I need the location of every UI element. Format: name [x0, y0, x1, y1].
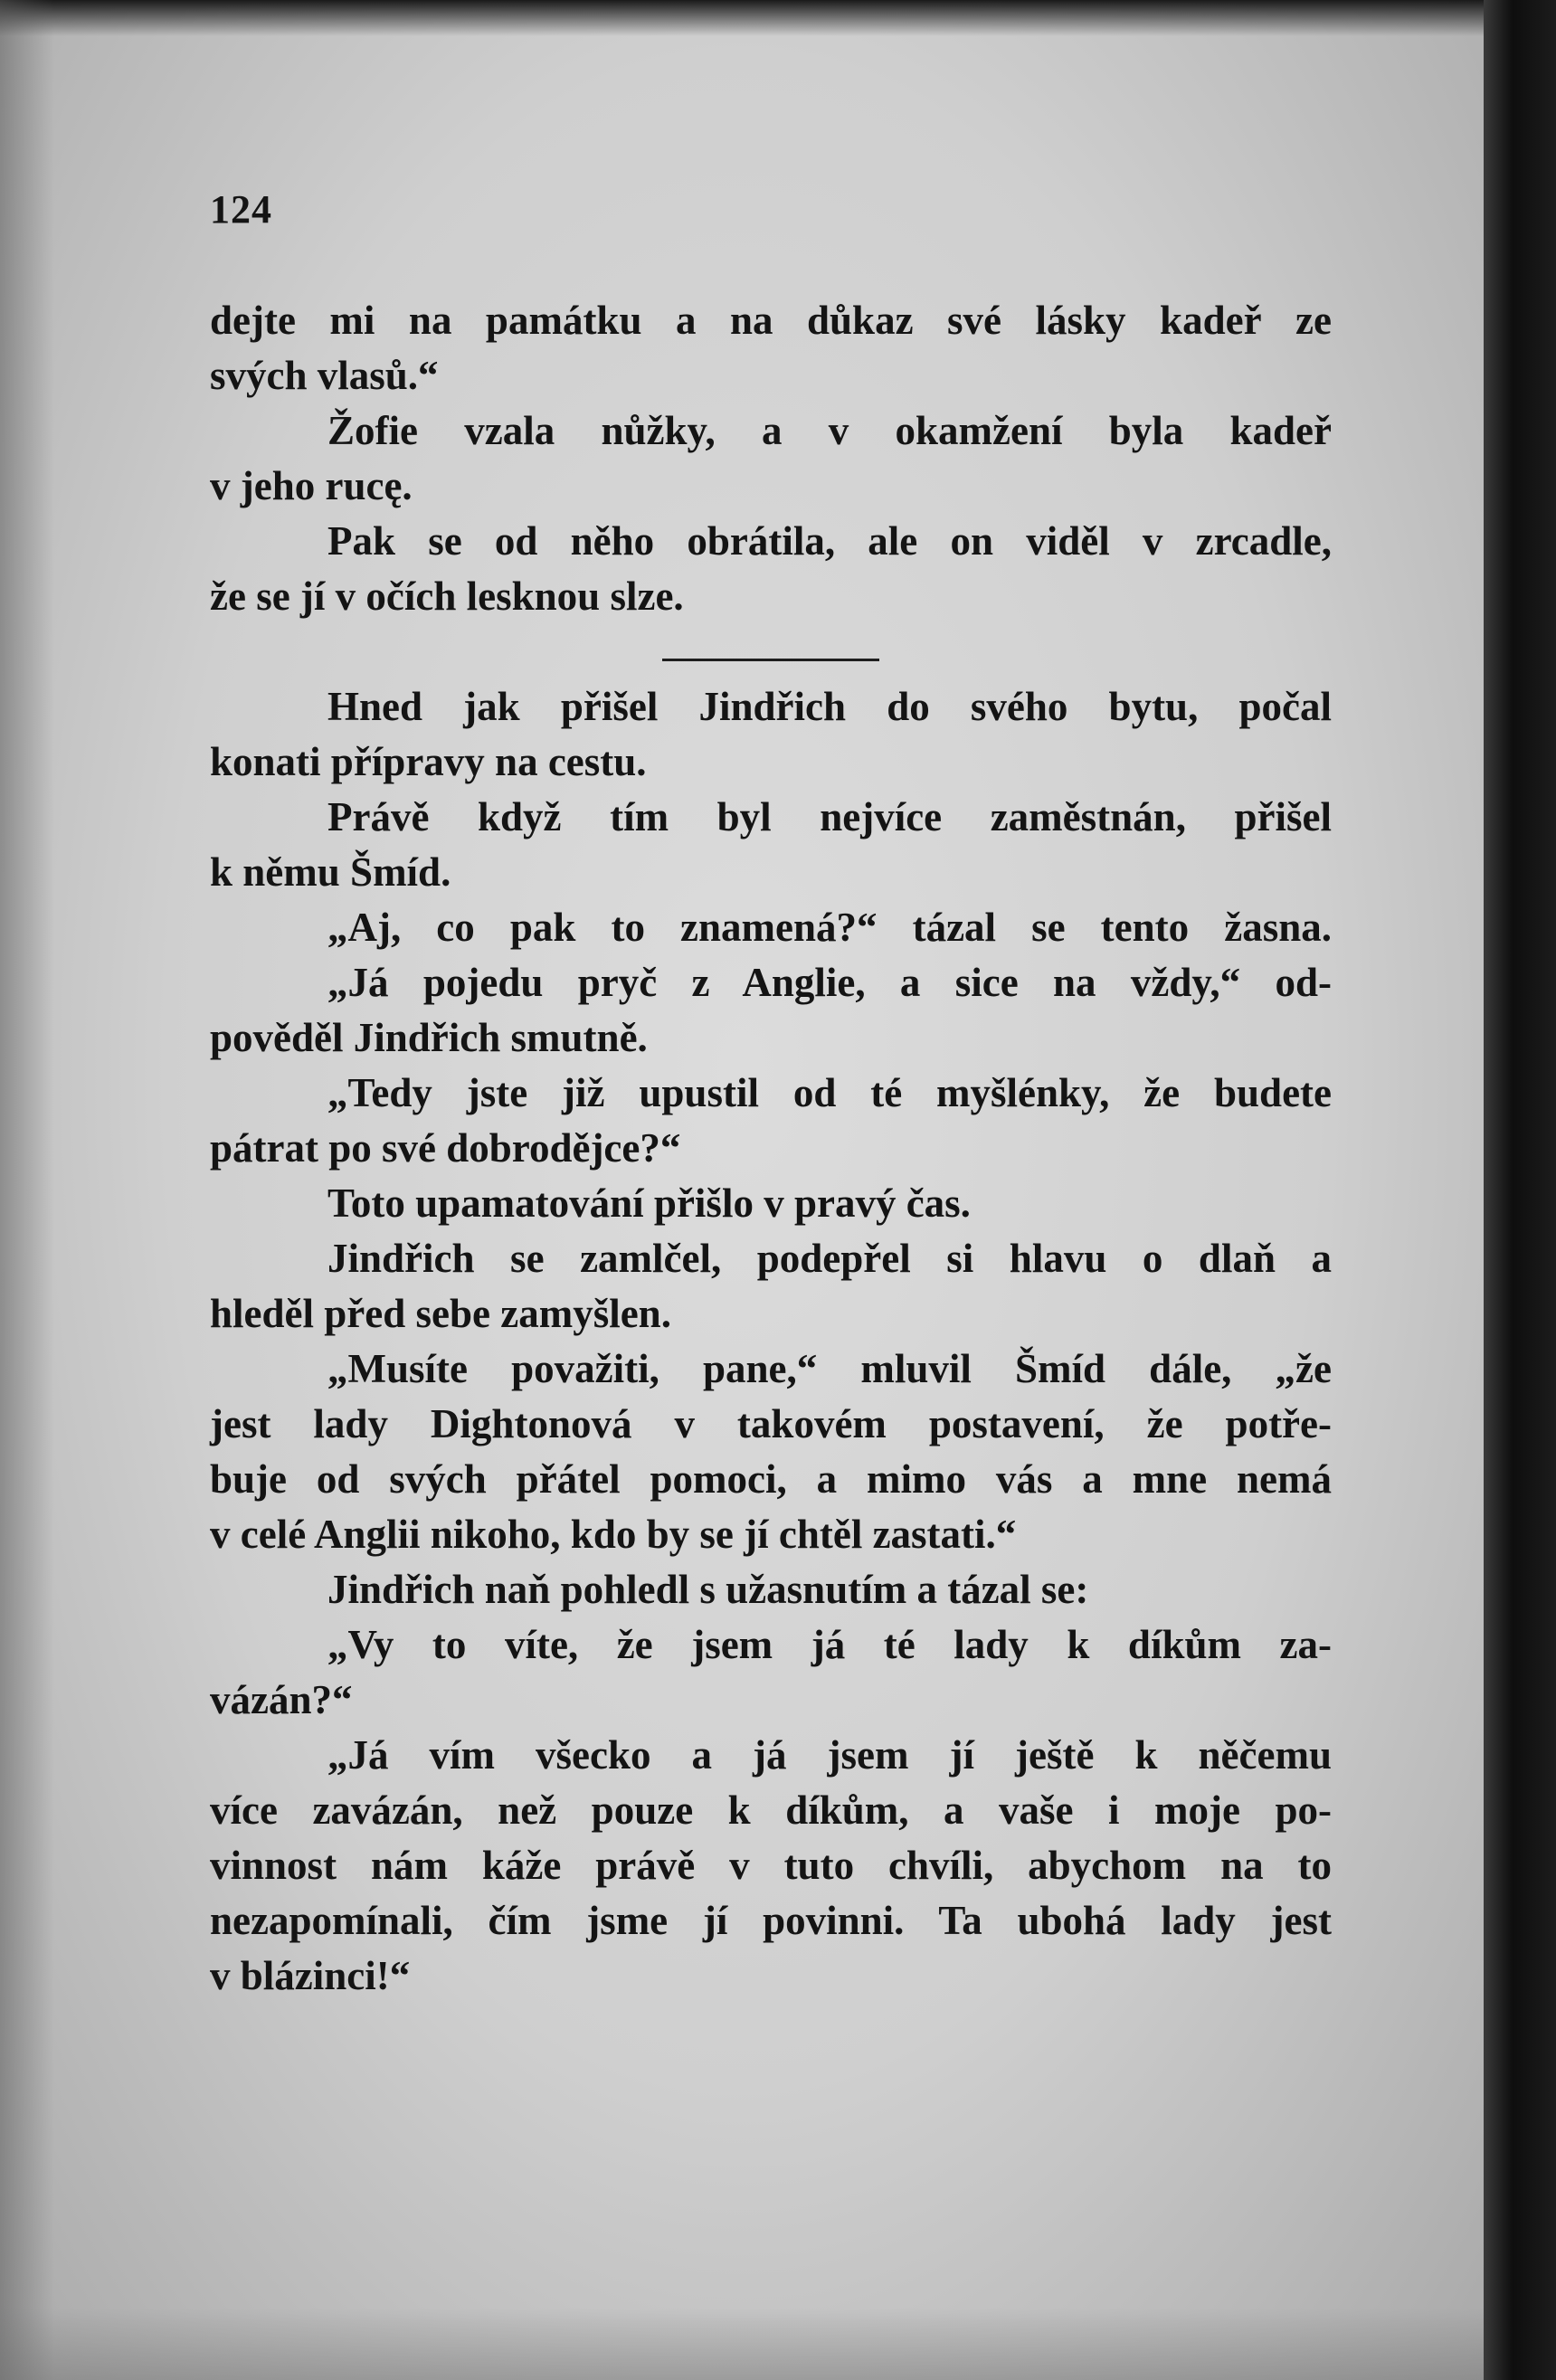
text-line: „Tedy jste již upustil od té myšlénky, že budete — [327, 1070, 1332, 1115]
text-line: Hned jak přišel Jindřich do svého bytu, počal — [327, 684, 1332, 729]
body-text — [210, 293, 1332, 2004]
text-line: vinnost nám káže právě v tuto chvíli, abychom na to — [210, 1843, 1332, 1888]
text-line: buje od svých přátel pomoci, a mimo vás a mne nemá — [210, 1456, 1332, 1502]
text-line: „Vy to víte, že jsem já té lady k díkům za- — [327, 1622, 1332, 1667]
text-line: Žofie vzala nůžky, a v okamžení byla kadeř — [327, 408, 1332, 453]
text-line: že se jí v očích lesknou slze. — [210, 574, 684, 619]
text-line: v celé Anglii nikoho, kdo by se jí chtěl zastati.“ — [210, 1512, 1017, 1557]
text-line: Jindřich naň pohledl s užasnutím a tázal se: — [327, 1567, 1089, 1612]
section-separator-rule — [662, 659, 879, 661]
text-line: v jeho rucę. — [210, 463, 413, 508]
text-line: konati přípravy na cestu. — [210, 739, 647, 784]
text-line: nezapomínali, čím jsme jí povinni. Ta ubohá lady jest — [210, 1898, 1332, 1943]
text-line: více zavázán, než pouze k díkům, a vaše i moje po- — [210, 1787, 1332, 1833]
text-line: dejte mi na památku a na důkaz své lásky kadeř ze — [210, 298, 1332, 343]
text-line: v blázinci!“ — [210, 1953, 411, 1998]
page-number: 124 — [210, 187, 272, 232]
text-line: Toto upamatování přišlo v pravý čas. — [327, 1181, 971, 1226]
text-line: pověděl Jindřich smutně. — [210, 1015, 648, 1060]
text-line: Pak se od něho obrátila, ale on viděl v zrcadle, — [327, 518, 1332, 564]
book-spine-edge — [1484, 0, 1556, 2380]
page-top-shadow — [0, 0, 1484, 36]
page-left-shade — [0, 0, 54, 2380]
text-line: „Aj, co pak to znamená?“ tázal se tento žasna. — [327, 905, 1332, 950]
text-line: „Já pojedu pryč z Anglie, a sice na vždy,“ od- — [327, 960, 1332, 1005]
text-line: pátrat po své dobrodějce?“ — [210, 1125, 681, 1171]
text-line: jest lady Dightonová v takovém postavení, že potře- — [210, 1401, 1332, 1446]
section-break — [210, 624, 1332, 679]
text-line: svých vlasů.“ — [210, 353, 439, 398]
page-bottom-shade — [0, 2308, 1484, 2380]
text-line: „Já vím všecko a já jsem jí ještě k něčemu — [327, 1732, 1332, 1778]
text-line: Právě když tím byl nejvíce zaměstnán, přišel — [327, 794, 1332, 839]
text-line: Jindřich se zamlčel, podepřel si hlavu o dlaň a — [327, 1236, 1332, 1281]
text-line: k němu Šmíd. — [210, 849, 451, 895]
text-line: „Musíte považiti, pane,“ mluvil Šmíd dále, „že — [327, 1346, 1332, 1391]
text-line: hleděl před sebe zamyšlen. — [210, 1291, 671, 1336]
text-line: vázán?“ — [210, 1677, 353, 1722]
